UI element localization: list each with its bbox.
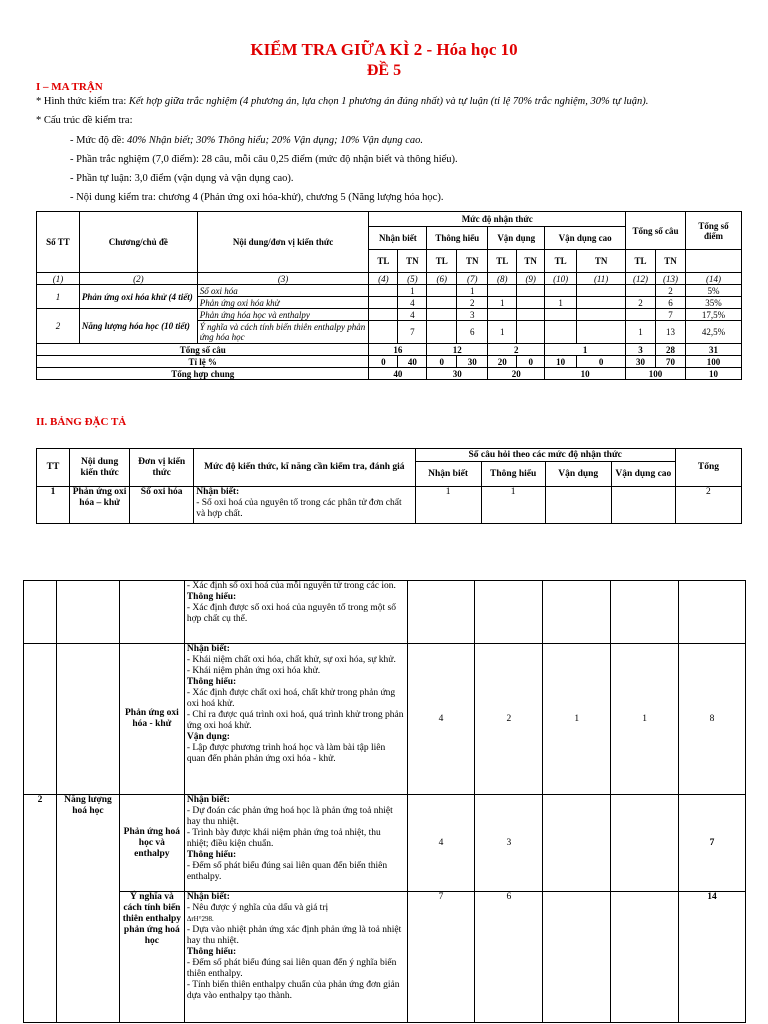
matrix-h-tl: TL: [369, 250, 398, 273]
matrix-h-tl: TL: [545, 250, 577, 273]
matrix-h-vdc: Vận dụng cao: [545, 227, 626, 250]
matrix-h-tn: TN: [577, 250, 626, 273]
spec-h-count: Số câu hỏi theo các mức độ nhận thức: [415, 449, 675, 462]
document-subtitle: ĐỀ 5: [366, 62, 402, 79]
mc-part-line: - Phần trắc nghiệm (7,0 điểm): 28 câu, mỗi câu 0,25 điểm (mức độ nhận biết và thông hiểu).: [70, 154, 458, 165]
matrix-col-numbers: (1) (2) (3) (4) (5) (6) (7) (8) (9) (10) (11) (12) (13) (14): [37, 273, 742, 285]
spec-row: 2 Năng lượng hoá học Phản ứng hoá học và enthalpy Nhận biết: - Dự đoán các phản ứng hoá học là phản ứng toả nhiệt hay thu nhiệt. - Trình bày được khái niệm phản ứng toả nhiệt, thu nhiệt; điều kiện chuẩn. Thông hiểu: - Đếm số phát biểu đúng sai liên quan đến biến thiên enthalpy. 4 3 7: [24, 795, 746, 892]
spec-h-total: Tổng: [675, 449, 741, 487]
spec-row: Phản ứng oxi hóa - khử Nhận biết: - Khái niệm chất oxi hóa, chất khử, sự oxi hóa, sự khử. - Khái niệm phản ứng oxi hóa khử. Thông hiểu: - Xác định được chất oxi hoá, chất khử trong phản ứng oxi hoá khử. - Chỉ ra được quá trình oxi hoá, quá trình khử trong phản ứng oxi hoá khử. Vận dụng: - Lập được phương trình hoá học và làm bài tập liên quan đến phản phản ứng oxi hóa - khử. 4 2 1 1 8: [24, 644, 746, 795]
matrix-h-stt: Số TT: [37, 212, 80, 273]
matrix-h-content: Nội dung/đơn vị kiến thức: [197, 212, 369, 273]
matrix-row: Phản ứng oxi hóa khử 4 2 1 1 2 6 35%: [37, 297, 742, 309]
matrix-general-row: Tổng hợp chung 40 30 20 10 100 10: [37, 368, 742, 380]
content-line: - Nội dung kiểm tra: chương 4 (Phản ứng oxi hóa-khử), chương 5 (Năng lượng hóa học).: [70, 192, 444, 203]
spec-row: Ý nghĩa và cách tính biến thiên enthalpy phản ứng hoá học Nhận biết: - Nêu được ý nghĩa của dấu và giá trị ΔrH°298. - Dựa vào nhiệt phản ứng xác định phản ứng là toả nhiệt hay thu nhiệt. Thông hiểu: - Đếm số phát biểu đúng sai liên quan đến ý nghĩa biến thiên enthalpy. - Tính biến thiên enthalpy chuẩn của phản ứng đơn giản dựa vào enthalpy tạo thành. 7 6 14: [24, 892, 746, 1023]
form-line: * Hình thức kiểm tra: Kết hợp giữa trắc nghiệm (4 phương án, lựa chọn 1 phương án đúng nhất) và tự luận (tỉ lệ 70% trắc nghiệm, 30% tự luận).: [36, 96, 649, 107]
section-matrix-heading: I – MA TRẬN: [36, 81, 103, 93]
spec-h-unit: Đơn vị kiến thức: [130, 449, 194, 487]
section-spec-heading: II. BẢNG ĐẶC TẢ: [36, 416, 127, 428]
spec-table: [36, 448, 742, 524]
document-title: KIỂM TRA GIỮA KÌ 2 - Hóa học 10: [250, 40, 518, 59]
spec-h-tt: TT: [37, 449, 70, 487]
matrix-h-tn: TN: [517, 250, 545, 273]
matrix-h-vd: Vận dụng: [488, 227, 545, 250]
matrix-total-row: Tổng số câu 16 12 2 1 3 28 31: [37, 344, 742, 356]
matrix-row: 1 Phản ứng oxi hóa khử (4 tiết) Số oxi hóa 1 1 2 5%: [37, 285, 742, 297]
matrix-ratio-row: Tỉ lệ % 0 40 0 30 20 0 10 0 30 70 100: [37, 356, 742, 368]
matrix-h-tn: TN: [656, 250, 686, 273]
essay-part-line: - Phần tự luận: 3,0 điểm (vận dụng và vận dụng cao).: [70, 173, 294, 184]
matrix-h-tl: TL: [626, 250, 656, 273]
matrix-h-chapter: Chương/chủ đề: [79, 212, 197, 273]
spec-row: - Xác định số oxi hoá của mỗi nguyên tử trong các ion. Thông hiểu: - Xác định được số oxi hoá của nguyên tố trong một số hợp chất cụ thể.: [24, 581, 746, 644]
matrix-h-blank: [686, 250, 742, 273]
matrix-h-tl: TL: [427, 250, 457, 273]
matrix-h-th: Thông hiểu: [427, 227, 488, 250]
spec-row: 1 Phản ứng oxi hóa – khử Số oxi hóa Nhận biết: - Số oxi hoá của nguyên tố trong các phân tử đơn chất và hợp chất. 1 1 2: [37, 487, 742, 524]
matrix-h-nb: Nhận biết: [369, 227, 427, 250]
structure-label: * Cấu trúc đề kiểm tra:: [36, 115, 133, 126]
matrix-row: 2 Năng lượng hóa học (10 tiết) Phản ứng hóa học và enthalpy 4 3 7 17,5%: [37, 309, 742, 321]
matrix-h-level: Mức độ nhận thức: [369, 212, 626, 227]
level-line: - Mức độ đề: 40% Nhận biết; 30% Thông hiểu; 20% Vận dụng; 10% Vận dụng cao.: [70, 135, 424, 146]
matrix-h-total-score: Tổng số điểm: [686, 212, 742, 250]
matrix-h-total-q: Tổng số câu: [626, 212, 686, 250]
spec-h-th: Thông hiểu: [481, 462, 545, 487]
matrix-h-tn: TN: [457, 250, 488, 273]
matrix-h-tl: TL: [488, 250, 517, 273]
matrix-table: [36, 211, 742, 380]
spec-h-vdc: Vận dụng cao: [611, 462, 675, 487]
matrix-row: Ý nghĩa và cách tính biến thiên enthalpy phản ứng hóa học 7 6 1 1 13 42,5%: [37, 321, 742, 344]
spec-h-vd: Vận dụng: [545, 462, 611, 487]
spec-h-content: Nội dung kiến thức: [70, 449, 130, 487]
spec-h-nb: Nhận biết: [415, 462, 481, 487]
spec-h-level: Mức độ kiến thức, kĩ năng cần kiểm tra, đánh giá: [194, 449, 415, 487]
matrix-h-tn: TN: [398, 250, 427, 273]
spec-continued-table: [23, 580, 746, 1023]
